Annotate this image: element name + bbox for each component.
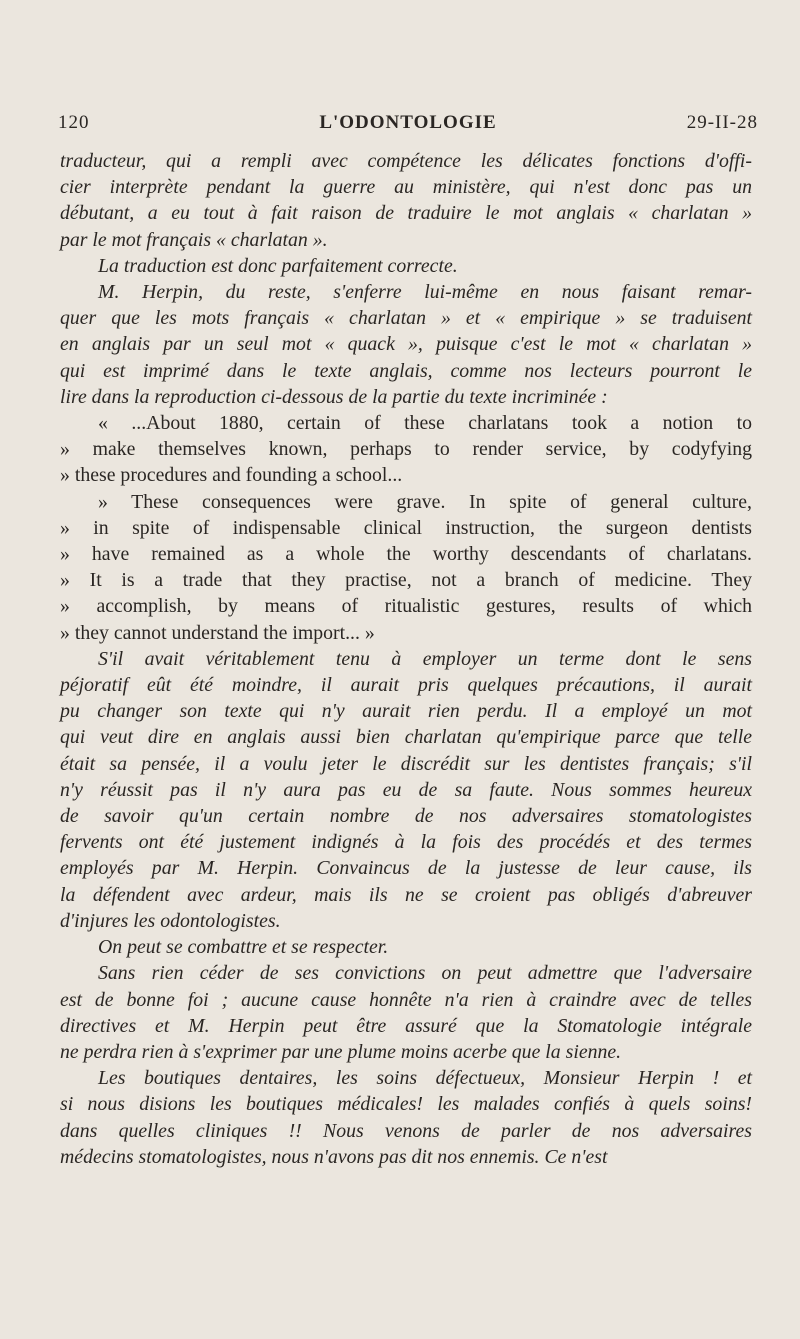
text-line: médecins stomatologistes, nous n'avons pas dit nos ennemis. Ce n'est [60, 1145, 608, 1168]
text-line: ne perdra rien à s'exprimer par une plume moins acerbe que la sienne. [60, 1040, 622, 1063]
text-line: traducteur, qui a rempli avec compétence les délicates fonctions d'offi- [60, 150, 752, 172]
text-line: Sans rien céder de ses convictions on peut admettre que l'adversaire [98, 962, 752, 985]
text-line: » make themselves known, perhaps to render service, by codyfying [60, 438, 752, 461]
text-line: « ...About 1880, certain of these charlatans took a notion to [98, 412, 752, 435]
text-line: par le mot français « charlatan ». [60, 228, 328, 251]
text-line: Les boutiques dentaires, les soins défectueux, Monsieur Herpin ! et [98, 1067, 752, 1090]
text-line: si nous disions les boutiques médicales! les malades confiés à quels soins! [60, 1093, 752, 1116]
text-line: lire dans la reproduction ci-dessous de la partie du texte incriminée : [60, 385, 608, 408]
journal-title: L'ODONTOLOGIE [319, 112, 497, 133]
text-line: M. Herpin, du reste, s'enferre lui-même en nous faisant remar- [98, 281, 752, 304]
text-line: n'y réussit pas il n'y aura pas eu de sa faute. Nous sommes heureux [60, 778, 752, 801]
text-line: est de bonne foi ; aucune cause honnête n'a rien à craindre avec de telles [60, 988, 752, 1011]
text-line: en anglais par un seul mot « quack », puisque c'est le mot « charlatan » [60, 333, 752, 356]
text-line: fervents ont été justement indignés à la fois des procédés et des termes [60, 831, 752, 854]
text-line: » It is a trade that they practise, not a branch of medicine. They [60, 569, 752, 592]
text-line: directives et M. Herpin peut être assuré que la Stomatologie intégrale [60, 1014, 752, 1037]
text-line: la défendent avec ardeur, mais ils ne se croient pas obligés d'abreuver [60, 883, 752, 906]
issue-date: 29-II-28 [686, 112, 758, 133]
text-line: » accomplish, by means of ritualistic gestures, results of which [60, 595, 752, 618]
text-line: » these procedures and founding a school... [60, 464, 403, 487]
text-line: qui est imprimé dans le texte anglais, comme nos lecteurs pourront le [60, 359, 752, 382]
text-line: de savoir qu'un certain nombre de nos adversaires stomatologistes [60, 805, 752, 828]
text-line: S'il avait véritablement tenu à employer un terme dont le sens [98, 647, 752, 670]
text-line: était sa pensée, il a voulu jeter le discrédit sur les dentistes français; s'il [60, 752, 752, 775]
text-line: débutant, a eu tout à fait raison de traduire le mot anglais « charlatan » [60, 202, 752, 225]
body-text [60, 148, 752, 1170]
running-header [58, 112, 758, 142]
text-line: » have remained as a whole the worthy descendants of charlatans. [60, 543, 752, 566]
text-line: dans quelles cliniques !! Nous venons de parler de nos adversaires [60, 1119, 752, 1142]
text-line: On peut se combattre et se respecter. [98, 936, 389, 959]
text-line: employés par M. Herpin. Convaincus de la justesse de leur cause, ils [60, 857, 752, 880]
text-line: péjoratif eût été moindre, il aurait pris quelques précautions, il aurait [60, 674, 752, 697]
text-line: » in spite of indispensable clinical instruction, the surgeon dentists [60, 516, 752, 539]
text-line: quer que les mots français « charlatan » et « empirique » se traduisent [60, 307, 752, 330]
page-number: 120 [58, 112, 90, 133]
text-line: » they cannot understand the import... » [60, 621, 375, 644]
text-line: La traduction est donc parfaitement correcte. [98, 254, 458, 277]
text-line: d'injures les odontologistes. [60, 909, 281, 932]
text-line: cier interprète pendant la guerre au ministère, qui n'est donc pas un [60, 176, 752, 199]
text-line: qui veut dire en anglais aussi bien charlatan qu'empirique parce que telle [60, 726, 752, 749]
text-line: pu changer son texte qui n'y aurait rien perdu. Il a employé un mot [60, 700, 752, 723]
text-line: » These consequences were grave. In spite of general culture, [98, 490, 752, 513]
